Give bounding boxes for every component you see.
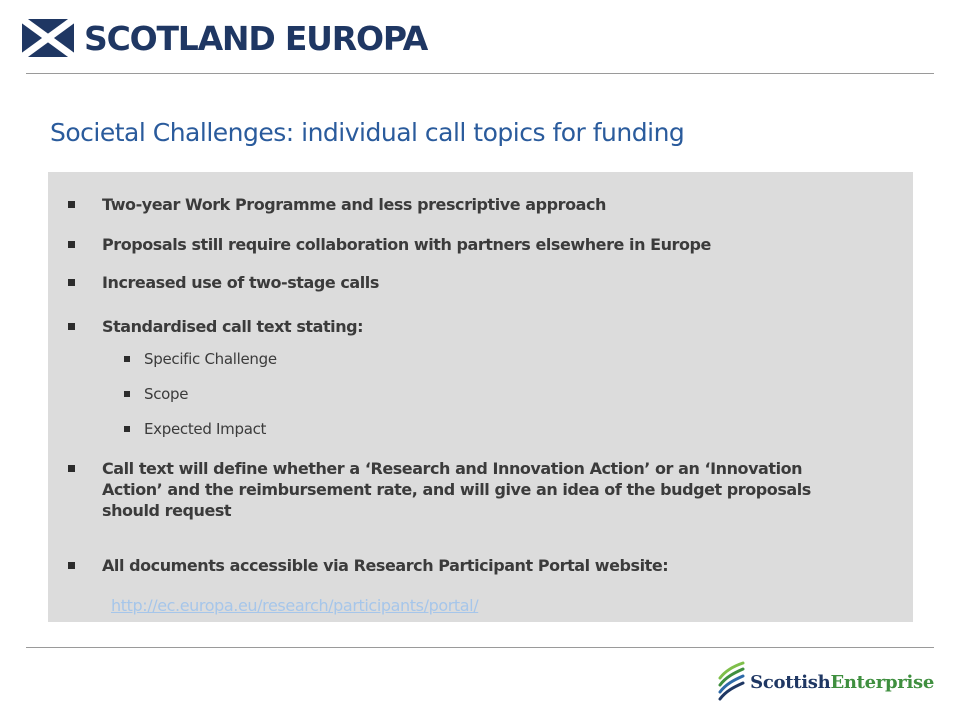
bullet-square-icon	[124, 391, 130, 397]
bullet-item	[68, 316, 862, 337]
scotland-europa-logo	[22, 14, 427, 62]
bullet-item	[68, 234, 862, 255]
bullet-item	[68, 272, 862, 293]
bullet-text: Call text will define whether a ‘Research and Innovation Action’ or an ‘Innovation Action’ and the reimbursement rate, and will give an idea of the budget proposals should request	[102, 459, 811, 520]
sub-bullet-item	[124, 420, 266, 439]
bullet-square-icon	[124, 426, 130, 432]
slide-title: Societal Challenges: individual call topics for funding	[50, 118, 685, 147]
bullet-square-icon	[68, 241, 75, 248]
bullet-square-icon	[68, 279, 75, 286]
bullet-text: Proposals still require collaboration with partners elsewhere in Europe	[102, 235, 711, 254]
sub-bullet-text: Scope	[144, 385, 189, 403]
scottish-enterprise-logo	[716, 661, 934, 703]
bullet-square-icon	[68, 562, 75, 569]
logo-wordmark: SCOTLAND EUROPA	[84, 18, 428, 58]
bullet-square-icon	[68, 323, 75, 330]
bullet-square-icon	[68, 201, 75, 208]
bullet-text: Increased use of two-stage calls	[102, 273, 379, 292]
wordmark-primary: Scottish	[750, 671, 831, 693]
sub-bullet-item	[124, 385, 188, 404]
bullet-item	[68, 194, 862, 215]
wordmark-secondary: Enterprise	[830, 671, 934, 693]
saltire-flag-icon	[22, 19, 74, 57]
bullet-square-icon	[124, 356, 130, 362]
scottish-enterprise-swoosh-icon	[716, 661, 746, 703]
sub-bullet-text: Specific Challenge	[144, 350, 277, 368]
bullet-square-icon	[68, 465, 75, 472]
header-divider	[26, 73, 934, 74]
scottish-enterprise-wordmark	[750, 672, 934, 693]
bullet-text: All documents accessible via Research Participant Portal website:	[102, 556, 669, 575]
sub-bullet-item	[124, 350, 277, 369]
footer-divider	[26, 647, 934, 648]
bullet-item	[68, 458, 862, 521]
bullet-text: Two-year Work Programme and less prescriptive approach	[102, 195, 606, 214]
bullet-text: Standardised call text stating:	[102, 317, 364, 336]
content-panel	[48, 172, 913, 622]
bullet-item	[68, 555, 862, 576]
portal-link[interactable]: http://ec.europa.eu/research/participants/portal/	[111, 596, 479, 615]
sub-bullet-text: Expected Impact	[144, 420, 267, 438]
